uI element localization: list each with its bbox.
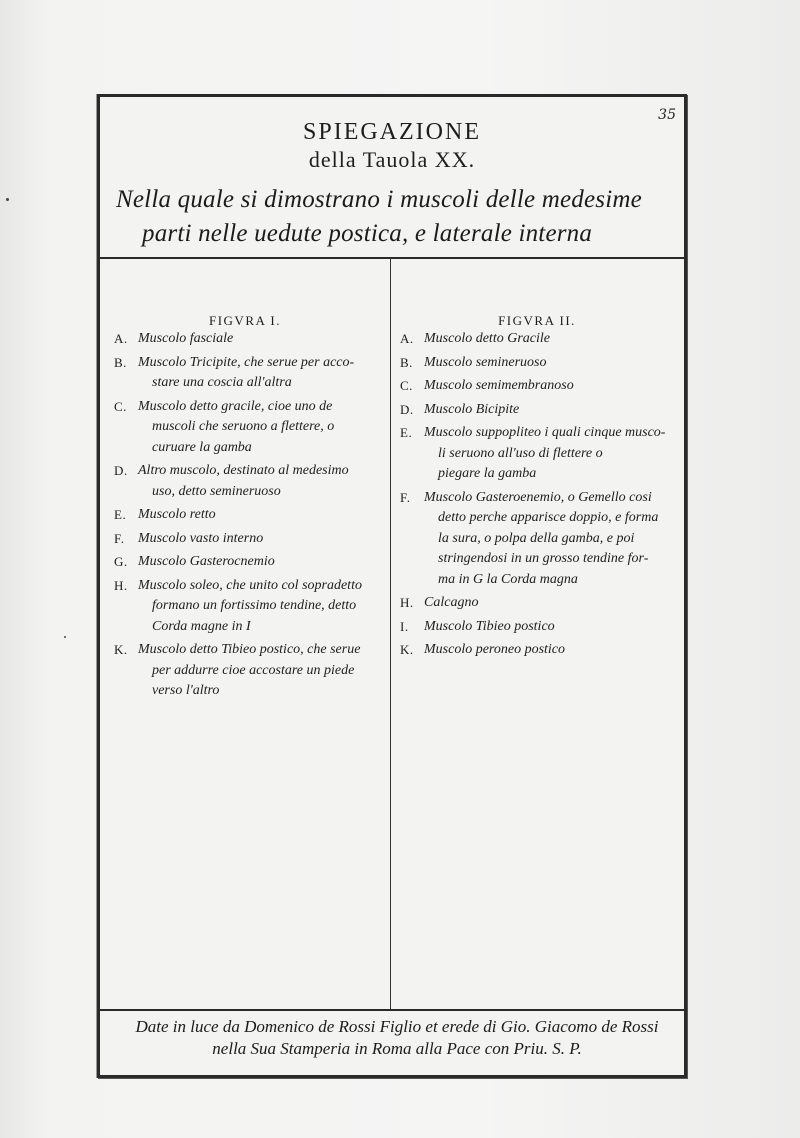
entry-text-line: verso l'altro xyxy=(152,683,220,698)
description-line-2: parti nelle uedute postica, e laterale interna xyxy=(142,220,593,247)
legend-entry xyxy=(114,353,386,394)
entry-text-line: Altro muscolo, destinato al medesimo xyxy=(138,463,349,478)
entry-text-line: Muscolo Tibieo postico xyxy=(424,618,555,634)
entry-key: E. xyxy=(114,507,127,522)
legend-entry xyxy=(400,376,678,397)
entry-text-line: Muscolo suppopliteo i quali cinque musco- xyxy=(424,425,666,440)
paper-speck xyxy=(6,198,9,201)
entry-text-line: Muscolo Gasteroenemio, o Gemello cosi xyxy=(424,489,652,505)
entry-key: A. xyxy=(400,331,414,346)
entry-key: H. xyxy=(114,577,128,593)
entry-key: F. xyxy=(400,489,411,505)
entry-text-line: per addurre cioe accostare un piede xyxy=(152,662,355,678)
legend-entry xyxy=(400,400,678,421)
figura-2-entries xyxy=(400,329,678,664)
entry-text-line: li seruono all'uso di flettere o xyxy=(438,445,603,461)
entry-text-line: curuare la gamba xyxy=(152,439,252,455)
entry-key: K. xyxy=(400,642,414,657)
entry-text-line: Calcagno xyxy=(424,595,479,610)
legend-entry xyxy=(114,552,386,573)
legend-entry xyxy=(400,488,678,591)
entry-text-line: formano un fortissimo tendine, detto xyxy=(152,598,357,613)
legend-entry xyxy=(114,397,386,459)
entry-text-line: Muscolo detto Tibieo postico, che serue xyxy=(138,642,361,657)
page-title: SPIEGAZIONE xyxy=(303,119,481,145)
figura-1-column xyxy=(100,257,390,1009)
legend-entry xyxy=(400,423,678,485)
entry-text-line: Muscolo peroneo postico xyxy=(424,642,566,657)
entry-key: C. xyxy=(114,398,127,414)
figura-2-column xyxy=(392,257,682,1009)
legend-columns xyxy=(100,257,684,1009)
entry-text-line: muscoli che seruono a flettere, o xyxy=(152,419,335,434)
entry-text-line: Muscolo soleo, che unito col sopradetto xyxy=(138,577,362,593)
imprint-line-1: Date in luce da Domenico de Rossi Figlio et erede di Gio. Giacomo de Rossi xyxy=(135,1017,659,1036)
legend-entry xyxy=(114,640,386,702)
entry-text-line: Muscolo fasciale xyxy=(138,331,234,346)
entry-key: F. xyxy=(114,530,125,546)
entry-text-line: stringendosi in un grosso tendine for- xyxy=(438,551,649,566)
legend-entry xyxy=(114,329,386,350)
entry-text-line: Muscolo semimembranoso xyxy=(424,378,574,393)
entry-text-line: Muscolo Gasterocnemio xyxy=(138,554,275,569)
entry-text-line: Muscolo retto xyxy=(138,507,216,522)
figura-1-entries xyxy=(114,329,386,705)
legend-entry xyxy=(400,640,678,661)
figura-2-title: FIGVRA II. xyxy=(498,313,576,328)
paper-speck xyxy=(64,636,66,638)
entry-text-line: Muscolo vasto interno xyxy=(138,530,264,546)
entry-key: D. xyxy=(400,401,414,417)
column-divider xyxy=(390,257,391,1009)
entry-text-line: Muscolo Bicipite xyxy=(424,401,520,417)
legend-entry xyxy=(114,529,386,550)
legend-entry xyxy=(400,617,678,638)
entry-text-line: la sura, o polpa della gamba, e poi xyxy=(438,530,635,546)
entry-text-line: Muscolo Tricipite, che serue per acco- xyxy=(138,354,355,370)
legend-entry xyxy=(114,461,386,502)
plate-header xyxy=(100,97,684,259)
legend-entry xyxy=(400,593,678,614)
entry-text-line: stare una coscia all'altra xyxy=(152,375,292,390)
entry-key: G. xyxy=(114,554,128,569)
entry-text-line: detto perche apparisce doppio, e forma xyxy=(438,510,659,525)
legend-entry xyxy=(400,329,678,350)
entry-key: E. xyxy=(400,425,413,440)
engraved-plate xyxy=(97,94,687,1078)
figura-1-title: FIGVRA I. xyxy=(208,313,281,328)
entry-text-line: Muscolo detto gracile, cioe uno de xyxy=(138,398,333,414)
imprint-line-2: nella Sua Stamperia in Roma alla Pace con Priu. S. P. xyxy=(212,1039,582,1058)
legend-entry xyxy=(114,505,386,526)
entry-text-line: ma in G la Corda magna xyxy=(438,571,578,587)
plate-description xyxy=(116,183,676,251)
entry-key: D. xyxy=(114,463,128,478)
entry-key: H. xyxy=(400,595,414,610)
imprint-box xyxy=(100,1009,684,1075)
entry-key: B. xyxy=(114,354,127,370)
entry-text-line: Muscolo semineruoso xyxy=(424,354,547,370)
page-subtitle: della Tauola XX. xyxy=(308,147,476,172)
description-line-1: Nella quale si dimostrano i muscoli delle medesime xyxy=(116,186,642,213)
entry-key: A. xyxy=(114,331,128,346)
entry-key: K. xyxy=(114,642,128,657)
entry-key: C. xyxy=(400,378,413,393)
entry-text-line: piegare la gamba xyxy=(438,466,537,481)
entry-key: B. xyxy=(400,354,413,370)
imprint xyxy=(114,1016,680,1060)
entry-text-line: Muscolo detto Gracile xyxy=(424,331,550,346)
entry-text-line: Corda magne in I xyxy=(152,618,251,634)
legend-entry xyxy=(114,576,386,638)
legend-entry xyxy=(400,353,678,374)
page-number: 35 xyxy=(658,107,676,123)
entry-text-line: uso, detto semineruoso xyxy=(152,483,281,499)
entry-key: I. xyxy=(400,618,409,634)
